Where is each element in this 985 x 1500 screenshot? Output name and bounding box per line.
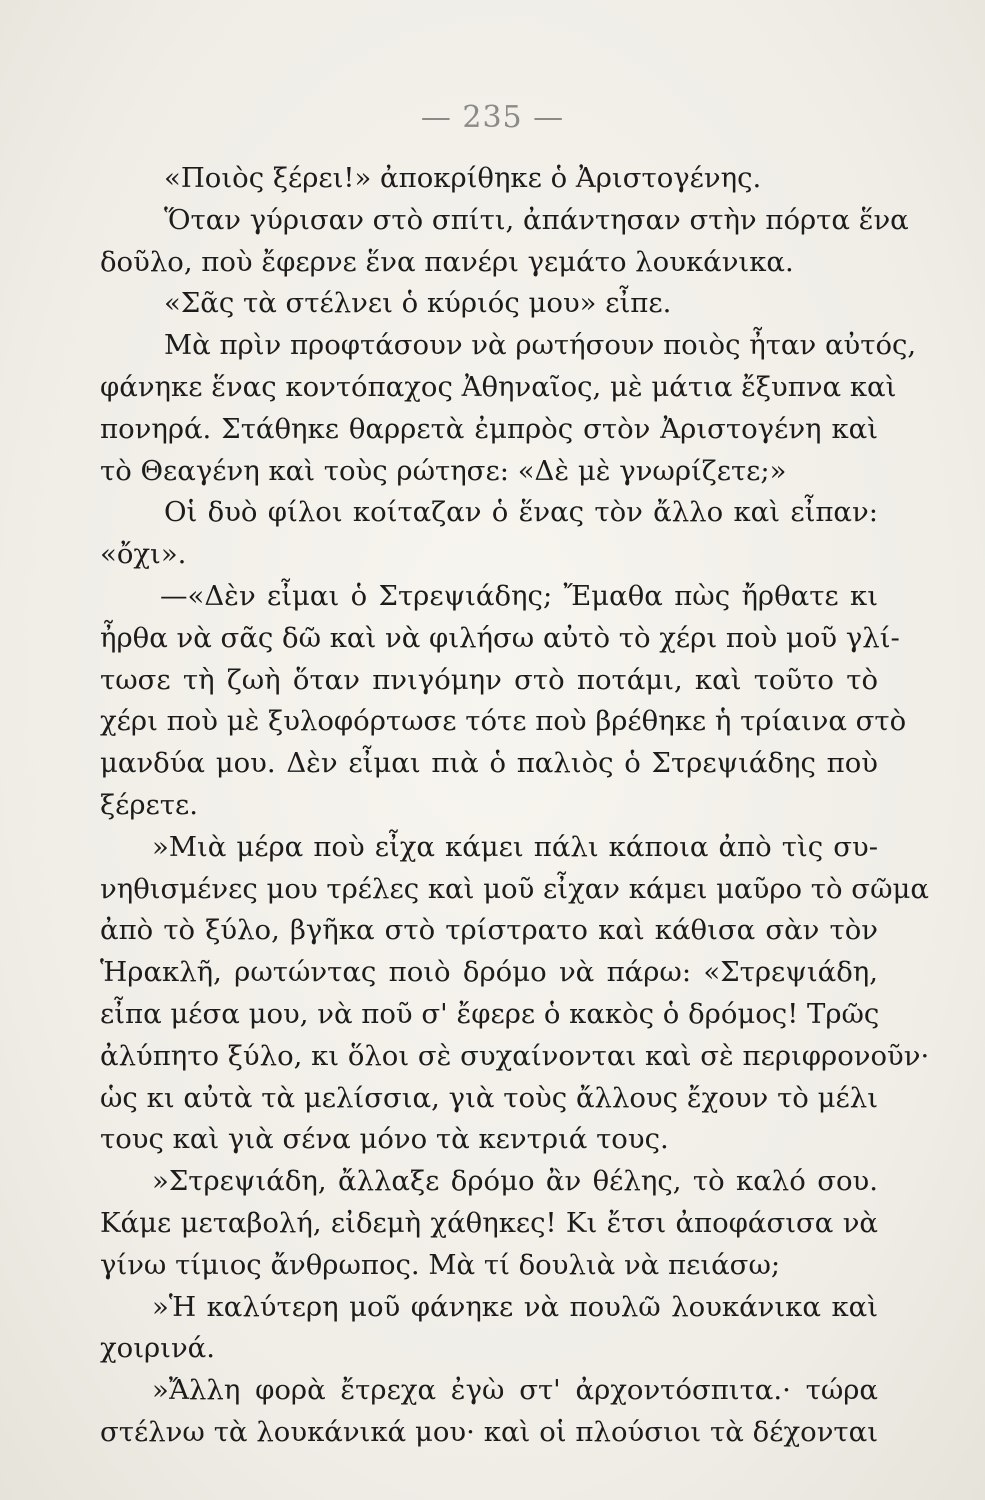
page-number: — 235 — — [420, 100, 565, 135]
text-line: ἀπὸ τὸ ξύλο, βγῆκα στὸ τρίστρατο καὶ κάθισα σὰν τὸν — [100, 914, 878, 947]
text-line: χέρι ποὺ μὲ ξυλοφόρτωσε τότε ποὺ βρέθηκε ἡ τρίαινα στὸ — [100, 705, 907, 738]
text-line: νηθισμένες μου τρέλες καὶ μοῦ εἶχαν κάμει μαῦρο τὸ σῶμα — [100, 872, 929, 905]
text-line: »Μιὰ μέρα ποὺ εἶχα κάμει πάλι κάποια ἀπὸ τὶς συ- — [152, 830, 878, 863]
text-line: —«Δὲν εἶμαι ὁ Στρεψιάδης; Ἔμαθα πὼς ἤρθατε κι — [160, 579, 878, 612]
text-line: Ὅταν γύρισαν στὸ σπίτι, ἀπάντησαν στὴν πόρτα ἕνα — [164, 203, 909, 236]
text-line: ἀλύπητο ξύλο, κι ὅλοι σὲ συχαίνονται καὶ σὲ περιφρονοῦν· — [100, 1039, 930, 1072]
text-line: πονηρά. Στάθηκε θαρρετὰ ἐμπρὸς στὸν Ἀριστογένη καὶ — [100, 412, 878, 445]
text-line: »Στρεψιάδη, ἄλλαξε δρόμο ἂν θέλης, τὸ καλό σου. — [152, 1165, 878, 1198]
page-body-text — [100, 158, 930, 1454]
text-line: τους καὶ γιὰ σένα μόνο τὰ κεντριά τους. — [100, 1123, 669, 1156]
text-line: «Ποιὸς ξέρει!» ἀποκρίθηκε ὁ Ἀριστογένης. — [164, 162, 762, 194]
text-line: Ἡρακλῆ, ρωτώντας ποιὸ δρόμο νὰ πάρω: «Στρεψιάδη, — [100, 956, 878, 989]
text-line: φάνηκε ἕνας κοντόπαχος Ἀθηναῖος, μὲ μάτια ἔξυπνα καὶ — [100, 370, 897, 403]
text-line: στέλνω τὰ λουκάνικά μου· καὶ οἱ πλούσιοι τὰ δέχονται — [100, 1415, 878, 1448]
text-line: »Ἄλλη φορὰ ἔτρεχα ἐγὼ στ' ἀρχοντόσπιτα.· τώρα — [152, 1374, 878, 1407]
text-line: χοιρινά. — [100, 1332, 215, 1365]
text-line: ξέρετε. — [100, 788, 199, 821]
text-line: Κάμε μεταβολή, εἰδεμὴ χάθηκες! Κι ἔτσι ἀποφάσισα νὰ — [100, 1206, 878, 1239]
text-line: τωσε τὴ ζωὴ ὅταν πνιγόμην στὸ ποτάμι, καὶ τοῦτο τὸ — [100, 663, 878, 696]
text-line: Οἱ δυὸ φίλοι κοίταζαν ὁ ἕνας τὸν ἄλλο καὶ εἶπαν: — [164, 496, 878, 529]
text-line: μανδύα μου. Δὲν εἶμαι πιὰ ὁ παλιὸς ὁ Στρεψιάδης ποὺ — [100, 747, 878, 780]
text-line: ἦρθα νὰ σᾶς δῶ καὶ νὰ φιλήσω αὐτὸ τὸ χέρι ποὺ μοῦ γλί- — [100, 621, 900, 654]
text-line: τὸ Θεαγένη καὶ τοὺς ρώτησε: «Δὲ μὲ γνωρίζετε;» — [100, 454, 787, 487]
text-line: «Σᾶς τὰ στέλνει ὁ κύριός μου» εἶπε. — [164, 287, 672, 320]
text-line: εἶπα μέσα μου, νὰ ποῦ σ' ἔφερε ὁ κακὸς ὁ δρόμος! Τρῶς — [100, 997, 880, 1030]
text-line: «ὄχι». — [100, 538, 187, 571]
text-line: »Ἡ καλύτερη μοῦ φάνηκε νὰ πουλῶ λουκάνικα καὶ — [152, 1290, 878, 1323]
text-line: γίνω τίμιος ἄνθρωπος. Μὰ τί δουλιὰ νὰ πειάσω; — [100, 1248, 781, 1281]
text-line: ὡς κι αὐτὰ τὰ μελίσσια, γιὰ τοὺς ἄλλους ἔχουν τὸ μέλι — [100, 1081, 878, 1114]
text-line: δοῦλο, ποὺ ἔφερνε ἕνα πανέρι γεμάτο λουκάνικα. — [100, 245, 794, 278]
text-line: Μὰ πρὶν προφτάσουν νὰ ρωτήσουν ποιὸς ἦταν αὐτός, — [164, 329, 917, 362]
